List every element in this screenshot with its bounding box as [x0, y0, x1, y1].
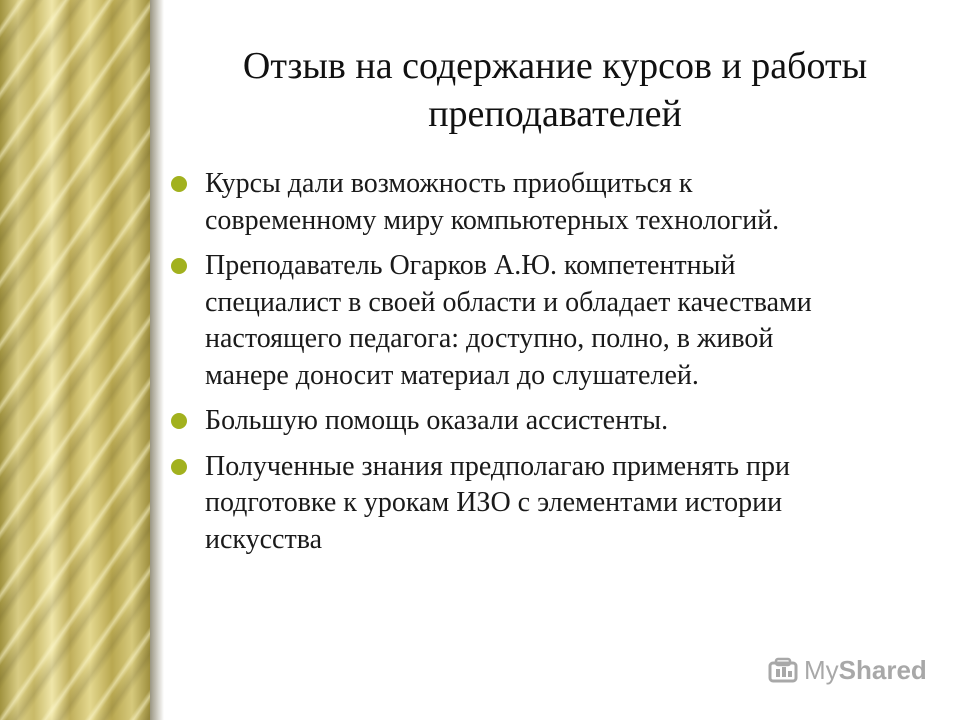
slide-title-line: Отзыв на содержание курсов и работы [242, 45, 868, 87]
bullet-text [205, 248, 930, 394]
bullet-line: Преподаватель Огарков А.Ю. компетентный [205, 250, 736, 281]
bullet-text [205, 449, 930, 559]
bullet-list [170, 166, 930, 567]
sidebar-shadow [150, 0, 164, 720]
bullet-line: искусства [205, 523, 322, 555]
bullet-item [170, 403, 930, 440]
bullet-text [205, 403, 930, 440]
bullet-dot-icon [171, 258, 187, 274]
bullet-line: специалист в своей области и обладает качествами [205, 286, 812, 318]
bullet-line: манере доносит материал до слушателей. [205, 359, 699, 391]
bullet-item [170, 166, 930, 239]
myshared-watermark [768, 655, 927, 686]
bullet-dot-icon [171, 176, 187, 192]
bullet-text [205, 166, 930, 239]
watermark-text-light: My [804, 655, 839, 685]
bullet-dot-icon [171, 459, 187, 475]
bullet-line: Большую помощь оказали ассистенты. [205, 405, 669, 436]
bullet-line: Полученные знания предполагаю применять при [205, 450, 790, 482]
bullet-item [170, 248, 930, 394]
bullet-item [170, 449, 930, 559]
bullet-line: подготовке к урокам ИЗО с элементами истории [205, 487, 783, 518]
watermark-text [804, 655, 927, 686]
bullet-line: настоящего педагога: доступно, полно, в живой [205, 323, 774, 354]
slide-title [175, 42, 935, 138]
decorative-sidebar [0, 0, 150, 720]
bullet-line: Курсы дали возможность приобщиться к [205, 168, 693, 199]
slide-title-line: преподавателей [428, 93, 682, 135]
myshared-logo-icon [768, 657, 798, 685]
watermark-text-bold: Shared [838, 655, 927, 685]
bullet-line: современному миру компьютерных технологий. [205, 204, 780, 236]
bullet-dot-icon [171, 413, 187, 429]
